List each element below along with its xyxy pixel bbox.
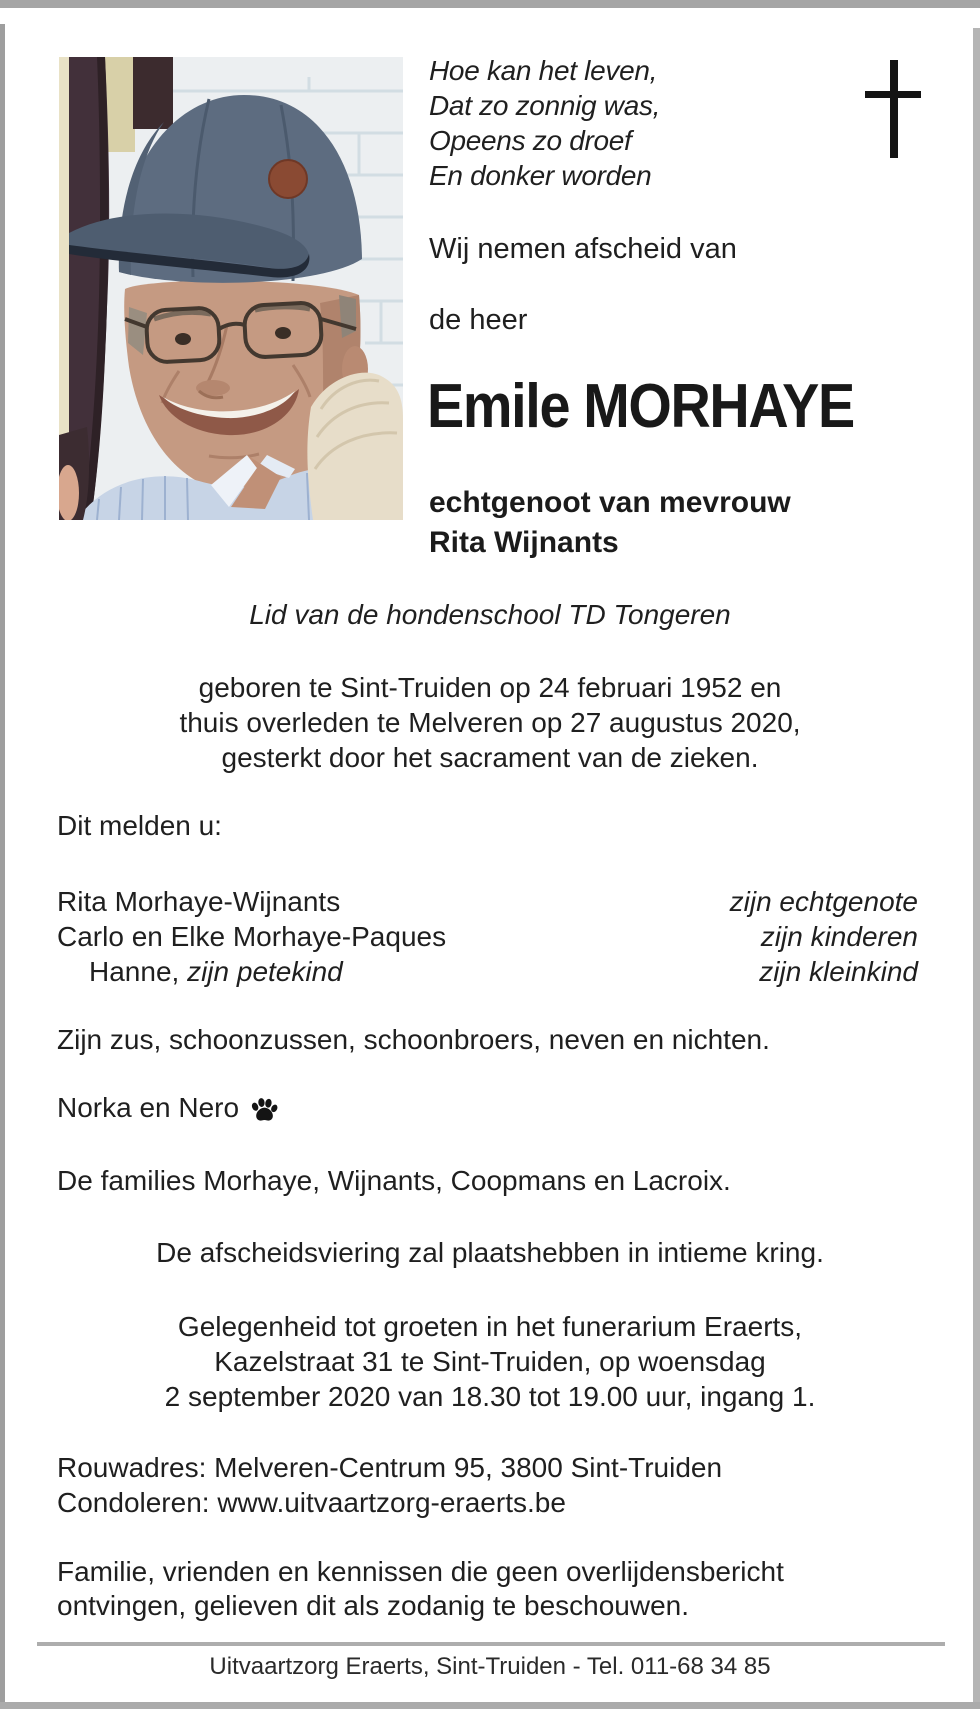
relative-row: [57, 919, 918, 954]
portrait-photo: [59, 57, 403, 520]
poem-line: Dat zo zonnig was,: [429, 90, 661, 121]
relative-row: [57, 884, 918, 919]
relative-row: [57, 954, 918, 989]
frame-top: [0, 0, 980, 8]
spouse-intro: echtgenoot van mevrouw: [429, 486, 791, 519]
announcement-intro: Dit melden u:: [57, 810, 222, 841]
paw-icon: [250, 1097, 278, 1123]
visitation-line: Gelegenheid tot groeten in het funerarium Eraerts,: [177, 1311, 803, 1342]
visitation-line: 2 september 2020 van 18.30 tot 19.00 uur, ingang 1.: [164, 1381, 816, 1412]
poem-line: Opeens zo droef: [429, 125, 632, 156]
frame-bottom: [0, 1702, 980, 1709]
visitation-details: [57, 1309, 923, 1414]
relative-name-suffix: zijn petekind: [179, 956, 343, 987]
mourning-address-line: Rouwadres: Melveren-Centrum 95, 3800 Sint-Truiden: [57, 1452, 723, 1483]
pets-line: [57, 1092, 278, 1124]
funeral-home-footer: Uitvaartzorg Eraerts, Sint-Truiden - Tel. 011-68 34 85: [209, 1653, 771, 1680]
jacket-collar: [307, 373, 403, 520]
memorial-cross-icon: [864, 60, 922, 160]
relative-name: Hanne,: [89, 956, 180, 987]
life-dates: [57, 670, 923, 775]
life-dates-line: thuis overleden te Melveren op 27 augustus 2020,: [179, 707, 801, 738]
deceased-name: Emile MORHAYE: [427, 372, 854, 441]
spouse-name: Rita Wijnants: [429, 526, 619, 559]
ceremony-line: De afscheidsviering zal plaatshebben in intieme kring.: [156, 1237, 824, 1268]
life-dates-line: gesterkt door het sacrament van de zieken.: [221, 742, 759, 773]
salutation: de heer: [429, 304, 528, 336]
notice-block: [57, 1555, 784, 1623]
frame-right: [973, 28, 980, 1709]
notice-line: Familie, vrienden en kennissen die geen overlijdensbericht: [57, 1556, 784, 1587]
families-line: De families Morhaye, Wijnants, Coopmans en Lacroix.: [57, 1165, 731, 1196]
relative-name: Carlo en Elke Morhaye-Paques: [57, 921, 447, 952]
footer-divider: [37, 1642, 945, 1646]
relatives-list: [57, 884, 918, 989]
notice-line: ontvingen, gelieven dit als zodanig te beschouwen.: [57, 1590, 689, 1621]
farewell-intro: Wij nemen afscheid van: [429, 233, 737, 265]
frame-left: [0, 24, 5, 1709]
membership-line: Lid van de hondenschool TD Tongeren: [249, 599, 731, 630]
extended-family-line: Zijn zus, schoonzussen, schoonbroers, neven en nichten.: [57, 1024, 770, 1055]
relative-relation: zijn kleinkind: [759, 956, 918, 987]
visitation-line: Kazelstraat 31 te Sint-Truiden, op woensdag: [214, 1346, 766, 1377]
spouse-block: [429, 483, 791, 563]
poem-line: Hoe kan het leven,: [429, 55, 658, 86]
life-dates-line: geboren te Sint-Truiden op 24 februari 1952 en: [198, 672, 782, 703]
cap-leather-patch: [269, 160, 307, 198]
poem-line: En donker worden: [429, 160, 652, 191]
relative-relation: zijn echtgenote: [729, 886, 918, 917]
poem: [429, 53, 660, 193]
address-block: [57, 1450, 722, 1520]
pets-names: Norka en Nero: [57, 1092, 240, 1123]
relative-name: Rita Morhaye-Wijnants: [57, 886, 341, 917]
condolence-line: Condoleren: www.uitvaartzorg-eraerts.be: [57, 1487, 566, 1518]
relative-relation: zijn kinderen: [760, 921, 918, 952]
